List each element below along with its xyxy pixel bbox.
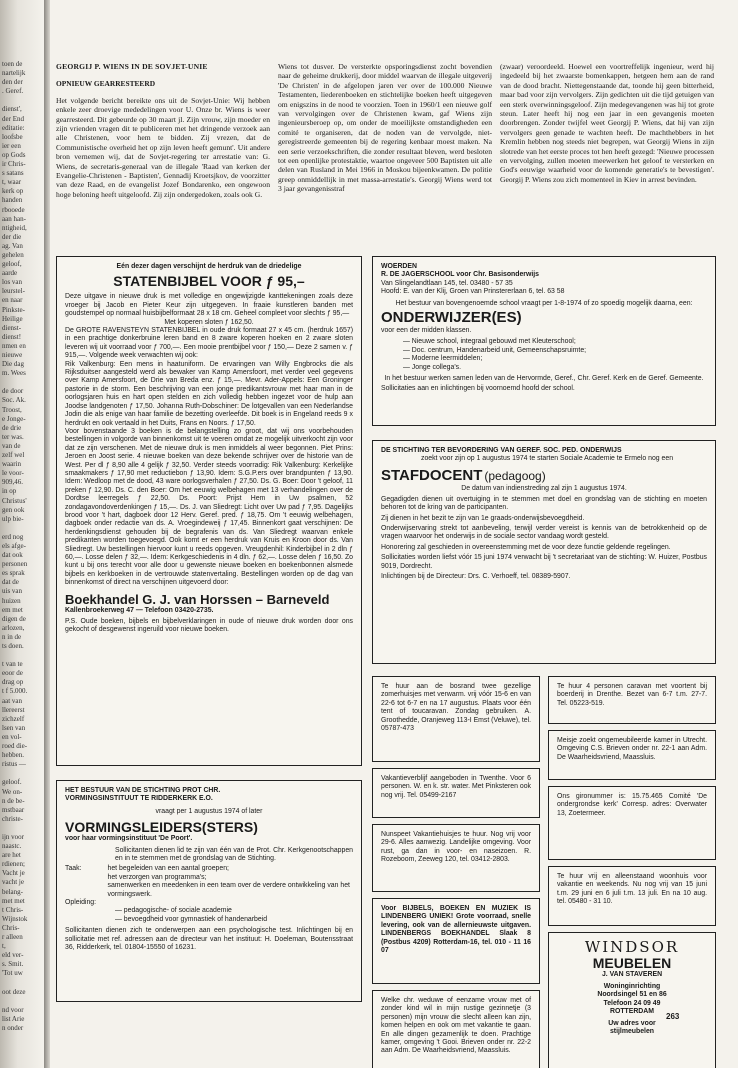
classified-text: Te huur aan de bosrand twee gezellige zomerhuisjes met verwarm. vrij vóór 15-6 en van 22-6 tot 6-7 en na 17 augustus. Plaats voor één tent of toucaravan. Zondag gebruiken. A. Groothedde, Oranjeweg 113-I Emst (Veluwe), tel. 05787-473: [381, 683, 532, 733]
gutter-line: nd voor: [2, 1005, 24, 1014]
training-ad-footer: Sollicitanten dienen zich te onderwerpen aan een psychologische test. Inlichtingen bij en sollicitatie met ref. adressen aan de directeur van het instituut: H. Doeleman, Boutensstraat 36, Ridderkerk, tel. 01804-15550 of 16231.: [65, 927, 353, 952]
stafdocent-line: Zij dienen in het bezit te zijn van 1e graads-onderwijsbevoegdheid.: [381, 514, 585, 522]
classified-ad: [372, 824, 540, 892]
gutter-line: christe-: [2, 814, 23, 823]
gutter-line: los van: [2, 278, 23, 287]
gutter-line: le voor-: [2, 469, 24, 478]
teacher-ad: [372, 256, 716, 426]
gutter-line: zelf wel: [2, 451, 25, 460]
gutter-line: huizen: [2, 596, 21, 605]
gutter-line: [2, 997, 40, 1006]
classified-text: Welke chr. weduwe of eenzame vrouw met of zonder kind wil in mijn rustige gezinnetje (3 personen) mijn vrouw die slecht alleen kan zijn, komen helpen en ook om met vakantie te gaan. En alle dingen gezamenlijk te doen. Prachtige kamer, omgeving 't Gooi. Brieven onder nr. 22-2 aan Adm. De Waarheidsvriend, Maassluis.: [381, 997, 531, 1055]
bible-ad-body: De GROTE RAVENSTEYN STATENBIJBEL in oude druk formaat 27 x 45 cm. (herdruk 1657) in een prachtige donkerbruine leren band en 8 zware koperen hoeken en 2 zware sloten leveren wij uit voorraad voor ƒ 700,—. Een mooie prentbijbel voor ƒ 150,— Deze 2 samen v. ƒ 915,—. Volgende week verwachten wij ook:: [65, 327, 353, 360]
gutter-line: Die dag: [2, 360, 24, 369]
stafdocent-heading: [381, 468, 707, 484]
article-column-1: [56, 62, 270, 199]
training-ad-title: VORMINGSLEIDERS(STERS): [65, 819, 258, 836]
gutter-line: ntigheid,: [2, 223, 27, 232]
training-ad: [56, 780, 362, 1002]
gutter-line: naastc.: [2, 842, 22, 851]
stafdocent-line: Sollicitaties worden liefst vóór 15 juni 1974 verwacht bij 't secretariaat van de stichting: W. Huizer, Postbus 9019, Dordrecht.: [381, 554, 707, 570]
gutter-line: [2, 824, 40, 833]
gutter-line: dienst!: [2, 332, 22, 341]
gutter-line: lsen van: [2, 723, 26, 732]
gutter-line: t,: [2, 942, 6, 951]
list-item: — Jonge collega's.: [403, 363, 462, 371]
windsor-title: MEUBELEN: [592, 954, 672, 971]
classified-ad: [372, 768, 540, 818]
gutter-line: nartelijk: [2, 69, 26, 78]
classified-text: Ons gironummer is: 15.75.465 Comité 'De ondergrondse kerk' Corresp. adres: Overwater 13, Zoetermeer.: [557, 793, 707, 817]
teacher-ad-line: Van Slingelandtlaan 145, tel. 03480 - 57 35: [381, 279, 513, 287]
gutter-line: Wijnstok: [2, 914, 28, 923]
gutter-line: nmen en: [2, 341, 26, 350]
gutter-line: kerk op: [2, 187, 24, 196]
windsor-line: Noordsingel 51 en 86: [597, 991, 667, 999]
gutter-line: ir Chris-: [2, 160, 26, 169]
gutter-line: met met: [2, 896, 25, 905]
gutter-line: ulp bie-: [2, 514, 24, 523]
classifieds-left: [372, 676, 540, 1068]
list-item: — Moderne leermiddelen;: [403, 355, 483, 363]
gutter-line: der End: [2, 114, 24, 123]
gutter-line: digen de: [2, 614, 26, 623]
classified-ad: [548, 730, 716, 780]
classified-text: Voor BIJBELS, BOEKEN EN MUZIEK IS LINDENBERG UNIEK! Grote voorraad, snelle levering, ook van de allernieuwste uitgaven. LINDENBERGS BOEKHANDEL Slaak 8 (Postbus 4209) Rotterdam-16, tel. 010 - 11 16 07: [381, 905, 531, 955]
training-ad-text: Sollicitanten dienen lid te zijn van één van de Prot. Chr. Kerkgenootschappen en in te stemmen met de grondslag van de Stichting.: [115, 846, 353, 863]
gutter-line: [2, 769, 40, 778]
bible-ad-body: Deze uitgave in nieuwe druk is met volledige en ongewijzigde kanttekeningen zoals deze vroeger bij Jacob en Pieter Keur zijn uitgegeven. In fraaie kunstleren banden met goudstempel op normaal huisbijbelformaat 28 x 18 cm. Geheel compleet voor slechts ƒ 95,—: [65, 293, 353, 318]
article-text: (zwaar) veroordeeld. Hoewel een voortreffelijk ingenieur, werd hij ingedeeld bij het zwaarste bomenkappen, hetgeen hem aan de rand van de dood bracht. Niettegenstaande dat, toonde hij geen bitterheid, maar bad voor zijn vervolgers. Zijn gedichten uit die tijd getuigen van een sterk overwinningsgeloof. Zijn medegevangenen was hij tot grote steun. Later heeft hij nog een jaar in een gevangenis moeten doorbrengen. Zonder twijfel weet Georgij P. Wiens, dat hij van zijn vervolgers geen genade te wachten heeft. De machthebbers in het Kremlin hebben nog steeds niet begrepen, wat Georgij Wiens in zijn slotrede van het eerste proces tot hen heeft gezegd: 'Nieuwe processen en vervolging, zullen moeten meewerken het geloof te versterken en God's eeuwige waarheid voor de komende generatie's te bevestigen'. Georgij P. Wiens zou zich momenteel in Kiev in arrest bevinden.: [500, 62, 714, 184]
classified-text: Te huur vrij en alleenstaand woonhuis voor vakantie en weekends. Nu nog vrij van 15 juni t.m. 29 juni en 6 juli t.m. 13 juli. En na 10 aug. tel. 05480 - 31 10.: [557, 873, 707, 906]
education-label: Opleiding:: [65, 899, 97, 907]
page-number: 263: [666, 1012, 680, 1021]
gutter-line: We on-: [2, 787, 23, 796]
gutter-line: n in de: [2, 632, 22, 641]
gutter-line: ier een: [2, 141, 21, 150]
gutter-line: [2, 651, 40, 660]
teacher-ad-line: Hoofd: E. van der Klij, Groen van Prinstererlaan 6, tel. 63 58: [381, 288, 565, 296]
gutter-line: dat ook: [2, 551, 23, 560]
article-text: Het volgende bericht bereikte ons uit de Sovjet-Unie: Wij hebben enkele zeer droevige mededelingen voor U. Onze br. Wiens is weer gearresteerd. Dit gebeurde op 30 maart jl. Zijn vrouw, zijn moeder en zijn vrienden vragen dit te publiceren met het dringende verzoek aan alle Christenen, voor hem te bidden. Zij vrezen, dat de Communistische overheid het op zijn leven heeft gemunt'. Uit andere bron vernemen wij, dat de Sovjet-regering ter arrestatie van: G. Wiens, de secretaris-generaal van de illegale 'Raad van kerken der Evangelie-Christenen - Baptisten', Gennadij Kroetsjkov, de voorzitter van deze Raad, en de evangelist Jozef Bondarenko, een ongewoon hoge beloning heeft uitgeloofd. Zij zijn ondergedoken, zoals ook G.: [56, 95, 270, 199]
teacher-ad-line: In het bestuur werken samen leden van de Hervormde, Geref., Chr. Geref. Kerk en de Geref. Gemeente.: [384, 375, 704, 383]
gutter-line: zichzelf: [2, 714, 25, 723]
article-column-3: [500, 62, 714, 184]
gutter-line: t van te: [2, 660, 23, 669]
gutter-line: n de be-: [2, 796, 25, 805]
gutter-line: hebben.: [2, 751, 24, 760]
gutter-line: nieuwe: [2, 351, 23, 359]
gutter-line: loofsbe: [2, 132, 23, 141]
gutter-line: rdienen;: [2, 860, 25, 869]
bible-ad-title: STATENBIJBEL VOOR ƒ 95,–: [113, 273, 305, 290]
gutter-line: Chris-: [2, 923, 20, 932]
task-item: het begeleiden van een aantal groepen;: [107, 865, 229, 873]
gutter-line: erd nog: [2, 532, 24, 541]
education-item: — pedagogische- of sociale academie: [115, 907, 232, 915]
gutter-line: t, waar: [2, 178, 22, 187]
gutter-line: . Geref.: [2, 87, 24, 96]
gutter-line: are het: [2, 851, 21, 860]
gutter-line: drag op: [2, 678, 24, 687]
gutter-line: geloof.: [2, 778, 22, 787]
bookshop-ps: P.S. Oude boeken, bijbels en bijbelverklaringen in oude of nieuwe druk worden door ons gekocht of desgewenst ingeruild voor nieuwe boeken.: [65, 618, 353, 634]
book-spine: [44, 0, 50, 1068]
teacher-ad-line: WOERDEN: [381, 263, 417, 270]
list-item: — Nieuwe school, integraal gebouwd met Kleuterschool;: [403, 338, 576, 346]
windsor-line: ROTTERDAM: [609, 1008, 655, 1016]
education-item: — bevoegdheid voor gymnastiek of handenarbeid: [115, 915, 268, 923]
gutter-line: Soc. Ak.: [2, 396, 26, 405]
gutter-line: waarin: [2, 460, 22, 469]
gutter-line: der die: [2, 232, 22, 241]
gutter-line: ter was.: [2, 432, 24, 441]
gutter-line: n onder: [2, 1023, 24, 1032]
gutter-line: dat de: [2, 578, 19, 587]
gutter-line: ijn voor: [2, 832, 24, 841]
training-ad-org: HET BESTUUR VAN DE STICHTING PROT CHR.: [65, 787, 221, 794]
gutter-line: [2, 378, 40, 387]
gutter-line: de door: [2, 387, 24, 396]
task-item: samenwerken en meedenken in een team over de verdere ontwikkeling van het vormingswerk.: [107, 882, 350, 898]
gutter-line: aat van: [2, 696, 23, 705]
gutter-line: den der: [2, 78, 23, 87]
training-ad-ask: vraagt per 1 augustus 1974 of later: [155, 807, 263, 815]
gutter-line: geloof,: [2, 260, 22, 269]
gutter-line: en vol-: [2, 732, 22, 741]
gutter-line: r alleen: [2, 933, 23, 941]
gutter-line: em met: [2, 605, 23, 614]
stafdocent-line: zoekt voor zijn op 1 augustus 1974 te starten Sociale Academie te Ermelo nog een: [421, 455, 674, 463]
gutter-line: aarde: [2, 269, 18, 278]
gutter-line: dienst',: [2, 105, 22, 114]
gutter-line: ristus —: [2, 760, 26, 769]
gutter-line: gehelen: [2, 250, 24, 259]
classified-ad: [372, 898, 540, 984]
stafdocent-title: STAFDOCENT: [381, 466, 483, 484]
gutter-line: belang-: [2, 887, 23, 896]
gutter-line: 909,46.: [2, 478, 23, 487]
gutter-line: personen: [2, 560, 28, 569]
stafdocent-line: Gegadigden dienen uit overtuiging in te stemmen met doel en grondslag van de stichting en moeten behoren tot de kring van de participanten.: [381, 495, 707, 512]
article-text: Wiens tot dusver. De versterkte opsporingsdienst zocht bovendien naar de geheime drukkerij, door middel waarvan de illegale uitgeverij 'De Christen' in de afgelopen jaren ver over de 100.000 Nieuwe Testamenten, liederenboeken en stichtelijke boeken heeft uitgegeven om enigszins in de nood te voorzien. Toen in 1960/1 een nieuwe golf van vervolgingen over de Christenen kwam, gaf Wiens zijn ingenieursberoep op, om onder de moeilijkste omstandigheden een comité te organiseren, dat de noden van de vervolgde, niet-geregistreerde gemeenten bij de regering kenbaar moest maken. Na een serie verzoekschriften, die zonder resultaat bleven, werd besloten tot een openlijke protestaktie, waartoe ongeveer 500 Baptisten uit alle delen van Rusland in Mei 1966 in Moskou bijeenkwamen. De politie greep onmiddellijk in met massa-arrestatie's. Georgij Wiens werd tot 3 jaar gevangenisstraf: [278, 62, 492, 194]
classified-ad: [548, 866, 716, 926]
gutter-line: Christus': [2, 496, 27, 505]
gutter-line: ag. Van: [2, 241, 23, 250]
gutter-line: m. Wees: [2, 369, 26, 378]
task-item: het verzorgen van programma's;: [107, 873, 207, 881]
gutter-line: arlozen,: [2, 623, 25, 632]
teacher-ad-school: R. DE JAGERSCHOOL voor Chr. Basisonderwijs: [381, 271, 540, 279]
teacher-ad-list: [381, 338, 707, 372]
windsor-ad: [548, 932, 716, 1068]
gutter-line: aan han-: [2, 214, 26, 223]
previous-page-edge: [0, 0, 44, 1068]
stafdocent-line: Onderwijservaring strekt tot aanbeveling, terwijl verder vereist is kennis van de betrokkenheid op de vragen waarvoor het onderwijs in de sociale sector vandaag wordt gesteld.: [381, 525, 707, 541]
gutter-line: dienst-: [2, 323, 22, 332]
windsor-line: Woninginrichting: [603, 983, 661, 990]
training-ad-org: VORMINGSINSTITUUT TE RIDDERKERK E.O.: [65, 795, 213, 803]
task-label: Taak:: [65, 865, 82, 873]
classified-ad: [372, 676, 540, 762]
gutter-line: eld ver-: [2, 951, 24, 960]
teacher-ad-line: voor een der midden klassen.: [381, 327, 472, 335]
teacher-ad-line: Het bestuur van bovengenoemde school vraagt per 1-8-1974 of zo spoedig mogelijk daarna, een:: [395, 299, 693, 307]
windsor-line: Telefoon 24 09 49: [603, 999, 661, 1007]
gutter-line: Pinkste-: [2, 305, 25, 314]
article-subtitle: OPNIEUW GEARRESTEERD: [56, 79, 156, 89]
gutter-line: toen de: [2, 60, 23, 68]
gutter-line: els afge-: [2, 541, 26, 550]
gutter-line: mstbaar: [2, 805, 25, 814]
stafdocent-line: Inlichtingen bij de Directeur: Drs. C. Verhoeff, tel. 08389-5907.: [381, 573, 571, 581]
classifieds-right: [548, 676, 716, 1068]
gutter-line: gen ook: [2, 505, 25, 514]
gutter-line: llereerst: [2, 705, 25, 714]
stafdocent-line: Honorering zal geschieden in overeenstemming met de voor deze functie geldende regelingen.: [381, 543, 671, 551]
stafdocent-org: DE STICHTING TER BEVORDERING VAN GEREF. SOC. PED. ONDERWIJS: [381, 447, 622, 454]
classified-text: Te huur 4 personen caravan met voortent bij boerderij in Drenthe. Bezet van 6-7 t.m. 27-7. Tel. 05223-519.: [557, 683, 707, 707]
gutter-line: Vacht je: [2, 869, 25, 878]
gutter-line: van de: [2, 441, 21, 450]
gutter-line: e Jonge-: [2, 414, 26, 423]
classified-ad: [372, 990, 540, 1068]
classified-ad: [548, 786, 716, 860]
gutter-line: vacht je: [2, 878, 24, 887]
training-ad-tasks: [65, 865, 353, 899]
gutter-line: 'Tot uw: [2, 969, 23, 978]
windsor-line: Uw adres voor: [608, 1019, 656, 1027]
article-column-2: [278, 62, 492, 194]
windsor-sub: J. VAN STAVEREN: [601, 970, 663, 978]
gutter-line: rbooede: [2, 205, 25, 214]
classified-text: Vakantieverblijf aangeboden in Twenthe. Voor 6 personen. W. en k. str. water. Met Pinksteren ook nog vrij. Tel. 05499-2167: [381, 775, 531, 799]
gutter-line: Heilige: [2, 314, 23, 323]
gutter-line: handen: [2, 196, 23, 205]
gutter-line: eoor de: [2, 669, 23, 678]
bible-ad-body: Met koperen sloten ƒ 162,50.: [164, 318, 254, 326]
bible-ad-kicker: Eén dezer dagen verschijnt de herdruk van de driedelige: [116, 263, 302, 270]
classified-text: Nunspeet Vakantiehuisjes te huur. Nog vrij voor 29-6. Alles aanwezig. Landelijke omgeving. Voor rust, ga dan in voor- en naseizoen. R. Rozeboom, Zeeweg 120, tel. 03412-2803.: [381, 831, 531, 864]
bible-ad: [56, 256, 362, 766]
training-ad-sub: voor haar vormingsinstituut 'De Poort'.: [65, 835, 193, 843]
gutter-line: [2, 524, 40, 533]
gutter-line: uis van: [2, 587, 23, 596]
gutter-line: Troost,: [2, 405, 22, 414]
gutter-line: t Chris-: [2, 905, 24, 914]
stafdocent-line: De datum van indienstreding zal zijn 1 augustus 1974.: [461, 485, 627, 493]
gutter-line: [2, 96, 40, 105]
teacher-ad-line: Sollicitaties aan en inlichtingen bij voornoemd hoofd der school.: [381, 385, 575, 393]
gutter-line: s. Smit.: [2, 960, 24, 969]
bible-ad-body: Voor bovenstaande 3 boeken is de belangstelling zo groot, dat wij ons voorbehouden bestellingen in volgorde van binnenkomst uit te voeren omdat ze mogelijk uitverkocht zijn voor dat ze zijn verschenen. Met de nieuwe druk is men inmiddels al weer begonnen. Piet Prins: Jeroen en Joost serie. 4 nieuwe boeken van deze bekende schrijver over de historie van de West. Per dl ƒ 8,90 alle 4 gelijk ƒ 32,50. Verder steeds voorradig: Rik Valkenburg: Kerkelijke smaakmakers ƒ 17,90 met reductiebon ƒ 13,90. Idem: S.G.P.ers over brandpunten ƒ 13,90. Idem: Wedloop met de dood, 43 ware oorlogsverhalen ƒ 27,50. Ds. G. Boer: Door 't geloof, 11 preken ƒ 12,90. Ds. C. den Boer: Om het eeuwig welbehagen met 13 verhandelingen over de Dordtse leerregels ƒ 22,50. Ds. Poort: Prijst Hem in Uw psalmen, 52 zondagavondoverdenkingen ƒ 15,—. Ds. J. van Sliedregt: Licht over Uw pad ƒ 7,95. Dagelijks brood voor 't hart, dagboek door 12 Herv. Geref. pred. ƒ 18,75. Om 't eeuwig welbehagen, dagboek onder redactie van ds. A. Vroegindeweij ƒ 17,45. Binnenkort gaat verschijnen: De herdenkingsdienst gehouden bij de begrafenis van ds. Van Sliedregt waarvan enkele predikanten worden toegevoegd. Ook komt er een herdruk van Kruis en Kroon door ds. Van Sliedregt. Uw bestellingen hiervoor kunt u reeds opgeven. Vreugdenhil: Kinderbijbel in 2 dln ƒ 60,—. Losse delen ƒ 32,—. Idem: Kerkgeschiedenis in 4 dln. ƒ 62,—. Losse delen ƒ 16,50. Zo kunt u bij ons terecht voor alle door u gewenste nieuwe boeken en boekenbonnen alsmede bijbels en kerkboeken in de vertrouwde statenvertaling. Bestellingen worden op de dag van binnenkomst of direct na verschijnen uitgevoerd door:: [65, 427, 353, 587]
gutter-line: es sprak: [2, 569, 25, 578]
classified-ad: [548, 676, 716, 724]
gutter-line: en naar: [2, 296, 23, 305]
gutter-line: in op: [2, 487, 17, 496]
gutter-line: s satans: [2, 169, 24, 178]
gutter-line: leurstel-: [2, 287, 25, 296]
gutter-line: t f 5.000.: [2, 687, 28, 696]
bible-ad-body: Rik Valkenburg: Een mens in haatuniform. De ervaringen van Willy Engbrocks die als Rijksduitser aangesteld werd als bewaker van Kamp Amersfoort, met verder veel gegevens over Kamp Amersfoort, de Drie van Breda enz. ƒ 15,—. Mevr. Ader-Appels: Een Groninger pastorie in de storm. Een beschrijving van een jonge predikantsvrouw met haar man in de oorlogsjaren huis en hart open stelden en zich volledig hebben ingezet voor de hulp aan Joodse landgenoten ƒ 17,50. Johanna Ruth-Dobschiner: De lotgevallen van een Nederlandse Jodin die als enige van haar familie de bezetting overleefde. Dit boek is in Engeland reeds 9 x herdrukt en ook vertaald in het Duits, Frans en Noors. ƒ 17,50.: [65, 360, 353, 427]
classified-text: Meisje zoekt ongemeubileerde kamer in Utrecht. Omgeving C.S. Brieven onder nr. 22-1 aan Adm. De Waarheidsvriend, Maassluis.: [557, 737, 707, 761]
teacher-ad-title: ONDERWIJZER(ES): [381, 309, 522, 327]
gutter-line: op Gods: [2, 150, 26, 159]
windsor-line: stijlmeubelen: [609, 1028, 655, 1036]
gutter-line: ts doen.: [2, 642, 24, 650]
gutter-line: [2, 978, 40, 987]
gutter-line: oot deze: [2, 987, 26, 996]
gutter-line: roed die-: [2, 742, 28, 751]
stafdocent-title-sub: (pedagoog): [484, 468, 546, 483]
list-item: — Doc. centrum, Handenarbeid unit, Gemeenschapsruimte;: [403, 346, 587, 354]
bookshop-address: Kallenbroekerweg 47 — Telefoon 03420-2735.: [65, 606, 214, 614]
gutter-line: editatie:: [2, 123, 25, 132]
previous-page-text: [2, 60, 40, 1033]
bookshop-name: Boekhandel G. J. van Horssen – Barneveld: [65, 591, 330, 607]
windsor-logo: WINDSOR: [584, 938, 680, 956]
stafdocent-ad: [372, 440, 716, 664]
article-title: GEORGIJ P. WIENS IN DE SOVJET-UNIE: [56, 62, 208, 71]
gutter-line: de drie: [2, 423, 22, 432]
gutter-line: list Arie: [2, 1014, 25, 1023]
